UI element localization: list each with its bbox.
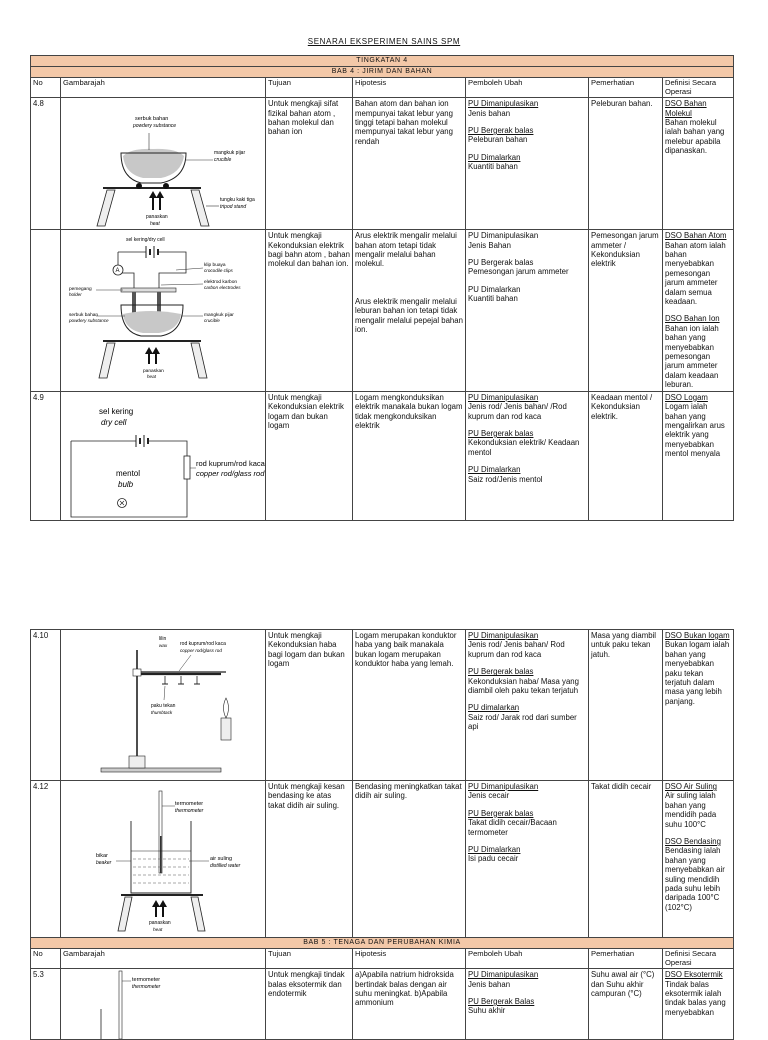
pemerhatian-text: Pemesongan jarum ammeter / Kekonduksian elektrik bbox=[589, 230, 663, 392]
label-termometer-f: termometer bbox=[132, 977, 161, 984]
label-crucible: crucible bbox=[214, 157, 232, 164]
label-wax: wax bbox=[159, 643, 168, 648]
pu-manip-value: Jenis rod/ Jenis bahan/ Rod kuprum dan rod kaca bbox=[468, 640, 565, 659]
experiment-table-2 bbox=[30, 629, 734, 1040]
dso-heading: DSO Eksotermik bbox=[665, 970, 723, 980]
label-air-suling: air suling bbox=[210, 856, 233, 862]
label-thumbtack: thumbtack bbox=[151, 710, 173, 715]
header-definisi: Definisi Secara Operasi bbox=[663, 78, 734, 98]
label-copper-rod: copper rod/glass rod bbox=[196, 468, 265, 478]
tujuan-text: Untuk mengkaji Kekonduksian elektrik logam dan bukan logam bbox=[266, 391, 353, 520]
exp-no: 5.3 bbox=[31, 969, 61, 1040]
pu-manip-heading: PU Dimanipulasikan bbox=[468, 231, 539, 241]
hipotesis-text-2: Arus elektrik mengalir melalui leburan bahan ion tetapi tidak mengalir melalui pepejal bahan ion. bbox=[355, 296, 463, 335]
label-mangkuk-b: mangkuk pijar bbox=[204, 313, 234, 319]
label-tungku: tungku kaki tiga bbox=[220, 197, 255, 204]
label-thermometer: thermometer bbox=[175, 808, 204, 814]
header-pemerhatian: Pemerhatian bbox=[589, 949, 663, 969]
label-beaker: beaker bbox=[96, 860, 112, 866]
header-pemboleh: Pemboleh Ubah bbox=[466, 949, 589, 969]
dso-heading-2: DSO Bendasing bbox=[665, 837, 721, 847]
label-mangkuk: mangkuk pijar bbox=[214, 150, 246, 157]
label-tripod: tripod stand bbox=[220, 204, 247, 211]
crucible-diagram bbox=[61, 98, 266, 229]
dso-text: Tindak balas eksotermik ialah tindak balas yang menyebabkan bbox=[665, 979, 726, 1017]
pu-balas-heading: PU Bergerak Balas bbox=[468, 997, 535, 1006]
pu-balas-heading: PU Bergerak balas bbox=[468, 428, 534, 438]
pu-malar-heading: PU Dimalarkan bbox=[468, 465, 521, 475]
exp-no: 4.8 bbox=[31, 98, 61, 230]
diagram-exothermic bbox=[61, 969, 266, 1040]
boiling-point-diagram bbox=[61, 781, 266, 937]
dso-heading: DSO Air Suling bbox=[665, 782, 718, 791]
label-copper-rod-d: copper rod/glass rod bbox=[180, 648, 222, 653]
header-definisi: Definisi Secara Operasi bbox=[663, 949, 734, 969]
label-distilled: distilled water bbox=[210, 863, 241, 869]
pu-manip-value: Jenis rod/ Jenis bahan/ /Rod kuprum dan rod kaca bbox=[468, 402, 567, 421]
label-electrodes: carbon electrodes bbox=[204, 285, 241, 291]
pu-manip-heading: PU Dimanipulasikan bbox=[468, 99, 539, 109]
hipotesis-cell bbox=[353, 230, 466, 392]
diagram-boiling-point bbox=[61, 781, 266, 938]
table-row bbox=[31, 969, 734, 1040]
label-heat-b: heat bbox=[147, 374, 156, 380]
table-row bbox=[31, 630, 734, 781]
pu-balas-heading: PU Bergerak balas bbox=[468, 258, 534, 267]
diagram-crucible-heating bbox=[61, 98, 266, 230]
hipotesis-text: Logam merupakan konduktor haba yang baik manakala bukan logam merupakan konduktor haba yang lemah. bbox=[353, 630, 466, 781]
pemerhatian-text: Suhu awal air (°C) dan Suhu akhir campuran (°C) bbox=[589, 969, 663, 1040]
header-hipotesis: Hipotesis bbox=[353, 949, 466, 969]
header-gambarajah: Gambarajah bbox=[61, 949, 266, 969]
label-elektrod: elektrod karbon bbox=[204, 280, 238, 286]
pu-manip-value: Jenis bahan bbox=[468, 108, 511, 118]
table-row bbox=[31, 98, 734, 230]
header-pemerhatian: Pemerhatian bbox=[589, 78, 663, 98]
header-tujuan: Tujuan bbox=[266, 78, 353, 98]
dso-cell bbox=[663, 230, 734, 392]
dso-cell bbox=[663, 781, 734, 938]
pu-manip-value: Jenis bahan bbox=[468, 979, 511, 989]
tujuan-text: Untuk mengkaji tindak balas eksotermik dan endotermik bbox=[266, 969, 353, 1040]
label-rod: rod kuprum/rod kaca bbox=[196, 458, 265, 468]
hipotesis-text: Arus elektrik mengalir melalui bahan atom tetapi tidak mengalir melalui bahan molekul. bbox=[355, 231, 457, 269]
pu-malar-value: Isi padu cecair bbox=[468, 854, 519, 864]
pu-balas-heading: PU Bergerak balas bbox=[468, 808, 534, 818]
label-holder: holder bbox=[69, 292, 82, 298]
pemboleh-ubah bbox=[466, 781, 589, 938]
pu-manip-heading: PU Dimanipulasikan bbox=[468, 631, 539, 640]
pemerhatian-text: Masa yang diambil untuk paku tekan jatuh. bbox=[589, 630, 663, 781]
pu-balas-heading: PU Bergerak balas bbox=[468, 667, 534, 677]
table-row bbox=[31, 391, 734, 520]
pu-malar-value: Kuantiti bahan bbox=[468, 162, 518, 172]
band-bab5: BAB 5 : TENAGA DAN PERUBAHAN KIMIA bbox=[31, 938, 734, 949]
dso-cell bbox=[663, 391, 734, 520]
dso-text: Bahan molekul ialah bahan yang melebur apabila dipanaskan. bbox=[665, 118, 725, 156]
exp-no bbox=[31, 230, 61, 392]
pemboleh-ubah bbox=[466, 230, 589, 392]
header-row-2 bbox=[31, 949, 734, 969]
label-powdery-b: powdery substance bbox=[69, 318, 109, 324]
label-mentol: mentol bbox=[116, 468, 141, 478]
label-panaskan-e: panaskan bbox=[149, 920, 171, 926]
dso-heading: DSO Bahan Atom bbox=[665, 231, 727, 241]
header-no: No bbox=[31, 78, 61, 98]
diagram-electrolysis-circuit bbox=[61, 230, 266, 392]
diagram-heat-conduction bbox=[61, 630, 266, 781]
tujuan-text: Untuk mengkaji kesan bendasing ke atas takat didih air suling. bbox=[266, 781, 353, 938]
dso-cell bbox=[663, 98, 734, 230]
label-powdery: powdery substance bbox=[133, 123, 177, 130]
label-heat-e: heat bbox=[153, 928, 163, 933]
pu-malar-value: Saiz rod/Jenis mentol bbox=[468, 474, 543, 484]
label-heat: heat bbox=[150, 221, 160, 228]
label-thermometer-f: thermometer bbox=[132, 984, 161, 991]
pemboleh-ubah bbox=[466, 98, 589, 230]
heat-conduction-diagram bbox=[61, 630, 266, 780]
diagram-bulb-circuit bbox=[61, 391, 266, 520]
label-panaskan: panaskan bbox=[146, 214, 168, 221]
label-clips: crocodile clips bbox=[204, 268, 233, 274]
table-row bbox=[31, 230, 734, 392]
hipotesis-text: Bendasing meningkatkan takat didih air suling. bbox=[353, 781, 466, 938]
dso-heading: DSO Bukan logam bbox=[665, 631, 730, 640]
exp-no: 4.9 bbox=[31, 391, 61, 520]
label-lilin: lilin bbox=[159, 636, 167, 642]
pemerhatian-text: Peleburan bahan. bbox=[589, 98, 663, 230]
table-row bbox=[31, 781, 734, 938]
electrolysis-diagram bbox=[61, 230, 266, 390]
label-crucible-b: crucible bbox=[204, 318, 220, 324]
hipotesis-text: Bahan atom dan bahan ion mempunyai takat lebur yang tinggi tetapi bahan molekul mempunyai takat lebur yang rendah bbox=[353, 98, 466, 230]
pu-balas-value: Kekonduksian elektrik/ Keadaan mentol bbox=[468, 438, 580, 457]
dso-text-2: Bahan ion ialah bahan yang menyebabkan pemesongan jarum ammeter dalam keadaan leburan. bbox=[665, 323, 719, 390]
ammeter-label: A bbox=[115, 268, 120, 275]
pu-balas-value: Pemesongan jarum ammeter bbox=[468, 267, 569, 277]
dso-heading: DSO Bahan Molekul bbox=[665, 99, 707, 118]
label-termometer: termometer bbox=[175, 801, 204, 807]
pemerhatian-text: Keadaan mentol / Kekonduksian elektrik. bbox=[589, 391, 663, 520]
label-dry-cell: dry cell bbox=[101, 417, 127, 427]
pu-malar-value: Saiz rod/ Jarak rod dari sumber api bbox=[468, 712, 577, 732]
label-paku-tekan: paku tekan bbox=[151, 703, 176, 709]
pu-manip-value: Jenis cecair bbox=[468, 791, 510, 801]
label-serbuk-b: serbuk bahan bbox=[69, 313, 99, 319]
dso-cell bbox=[663, 969, 734, 1040]
pemboleh-ubah bbox=[466, 630, 589, 781]
pu-balas-heading: PU Bergerak balas bbox=[468, 126, 534, 135]
label-rod-d: rod kuprum/rod kaca bbox=[180, 641, 226, 647]
pu-malar-heading: PU dimalarkan bbox=[468, 703, 520, 713]
label-pemegang: pemegang bbox=[69, 287, 92, 293]
pu-manip-heading: PU Dimanipulasikan bbox=[468, 970, 539, 980]
dso-text: Bahan atom ialah bahan menyebabkan pemesongan jarum ammeter dalam semua keadaan. bbox=[665, 240, 726, 307]
pu-malar-heading: PU Dimalarkan bbox=[468, 845, 521, 855]
exp-no: 4.12 bbox=[31, 781, 61, 938]
tujuan-text: Untuk mengkaji Kekonduksian haba bagi logam dan bukan logam bbox=[266, 630, 353, 781]
pemerhatian-text: Takat didih cecair bbox=[589, 781, 663, 938]
header-tujuan: Tujuan bbox=[266, 949, 353, 969]
header-pemboleh: Pemboleh Ubah bbox=[466, 78, 589, 98]
label-bulb: bulb bbox=[118, 479, 134, 489]
hipotesis-text: Logam mengkonduksikan elektrik manakala bukan logam tidak mengkonduksikan elektrik bbox=[353, 391, 466, 520]
pu-balas-value: Suhu akhir bbox=[468, 1006, 506, 1016]
experiment-table-1 bbox=[30, 55, 734, 521]
pemboleh-ubah bbox=[466, 969, 589, 1040]
pu-manip-heading: PU Dimanipulasikan bbox=[468, 392, 539, 402]
tujuan-text: Untuk mengkaji sifat fizikal bahan atom , bahan molekul dan bahan ion bbox=[266, 98, 353, 230]
dso-heading: DSO Logam bbox=[665, 392, 708, 402]
dso-text: Bukan logam ialah bahan yang menyebabkan paku tekan terjatuh dalam masa yang lebih panjang. bbox=[665, 640, 730, 706]
label-sel-kering: sel kering/dry cell bbox=[126, 237, 165, 244]
pu-manip-heading: PU Dimanipulasikan bbox=[468, 782, 539, 791]
pu-malar-heading: PU Dimalarkan bbox=[468, 284, 521, 294]
exothermic-diagram bbox=[61, 969, 266, 1039]
tujuan-text: Untuk mengkaji Kekonduksian elektrik bagi bahn atom , bahan molekul dan bahan ion. bbox=[266, 230, 353, 392]
pemboleh-ubah bbox=[466, 391, 589, 520]
label-serbuk: serbuk bahan bbox=[135, 116, 169, 123]
dso-cell bbox=[663, 630, 734, 781]
exp-no: 4.10 bbox=[31, 630, 61, 781]
dso-text: Logam ialah bahan yang mengalirkan arus elektrik yang menyebabkan mentol menyala bbox=[665, 402, 725, 459]
band-tingkatan: TINGKATAN 4 bbox=[31, 56, 734, 67]
pu-balas-value: Peleburan bahan bbox=[468, 135, 528, 145]
label-sel-kering-c: sel kering bbox=[99, 406, 134, 416]
header-row bbox=[31, 78, 734, 98]
hipotesis-text: a)Apabila natrium hidroksida bertindak balas dengan air suhu meningkat. b)Apabila ammonium bbox=[353, 969, 466, 1040]
bulb-circuit-diagram bbox=[61, 392, 266, 520]
header-hipotesis: Hipotesis bbox=[353, 78, 466, 98]
dso-text-2: Bendasing ialah bahan yang menyebabkan air suling mendidih pada suhu lebih daripada 100°C (102°C) bbox=[665, 846, 725, 912]
pu-malar-heading: PU Dimalarkan bbox=[468, 152, 521, 162]
dso-heading-2: DSO Bahan Ion bbox=[665, 314, 720, 324]
label-panaskan-b: panaskan bbox=[143, 369, 164, 375]
header-no: No bbox=[31, 949, 61, 969]
dso-text: Air suling ialah bahan yang mendidih pada suhu 100°C bbox=[665, 791, 717, 829]
pu-manip-value: Jenis Bahan bbox=[468, 240, 511, 250]
pu-balas-value: Kekonduksian haba/ Masa yang diambil oleh paku tekan terjatuh bbox=[468, 676, 579, 696]
document-title: SENARAI EKSPERIMEN SAINS SPM bbox=[307, 37, 461, 46]
label-klip: klip buaya bbox=[204, 263, 226, 269]
label-bikar: bikar bbox=[96, 853, 108, 859]
band-bab4: BAB 4 : JIRIM DAN BAHAN bbox=[31, 67, 734, 78]
header-gambarajah: Gambarajah bbox=[61, 78, 266, 98]
pu-malar-value: Kuantiti bahan bbox=[468, 294, 518, 304]
pu-balas-value: Takat didih cecair/Bacaan termometer bbox=[468, 818, 557, 837]
